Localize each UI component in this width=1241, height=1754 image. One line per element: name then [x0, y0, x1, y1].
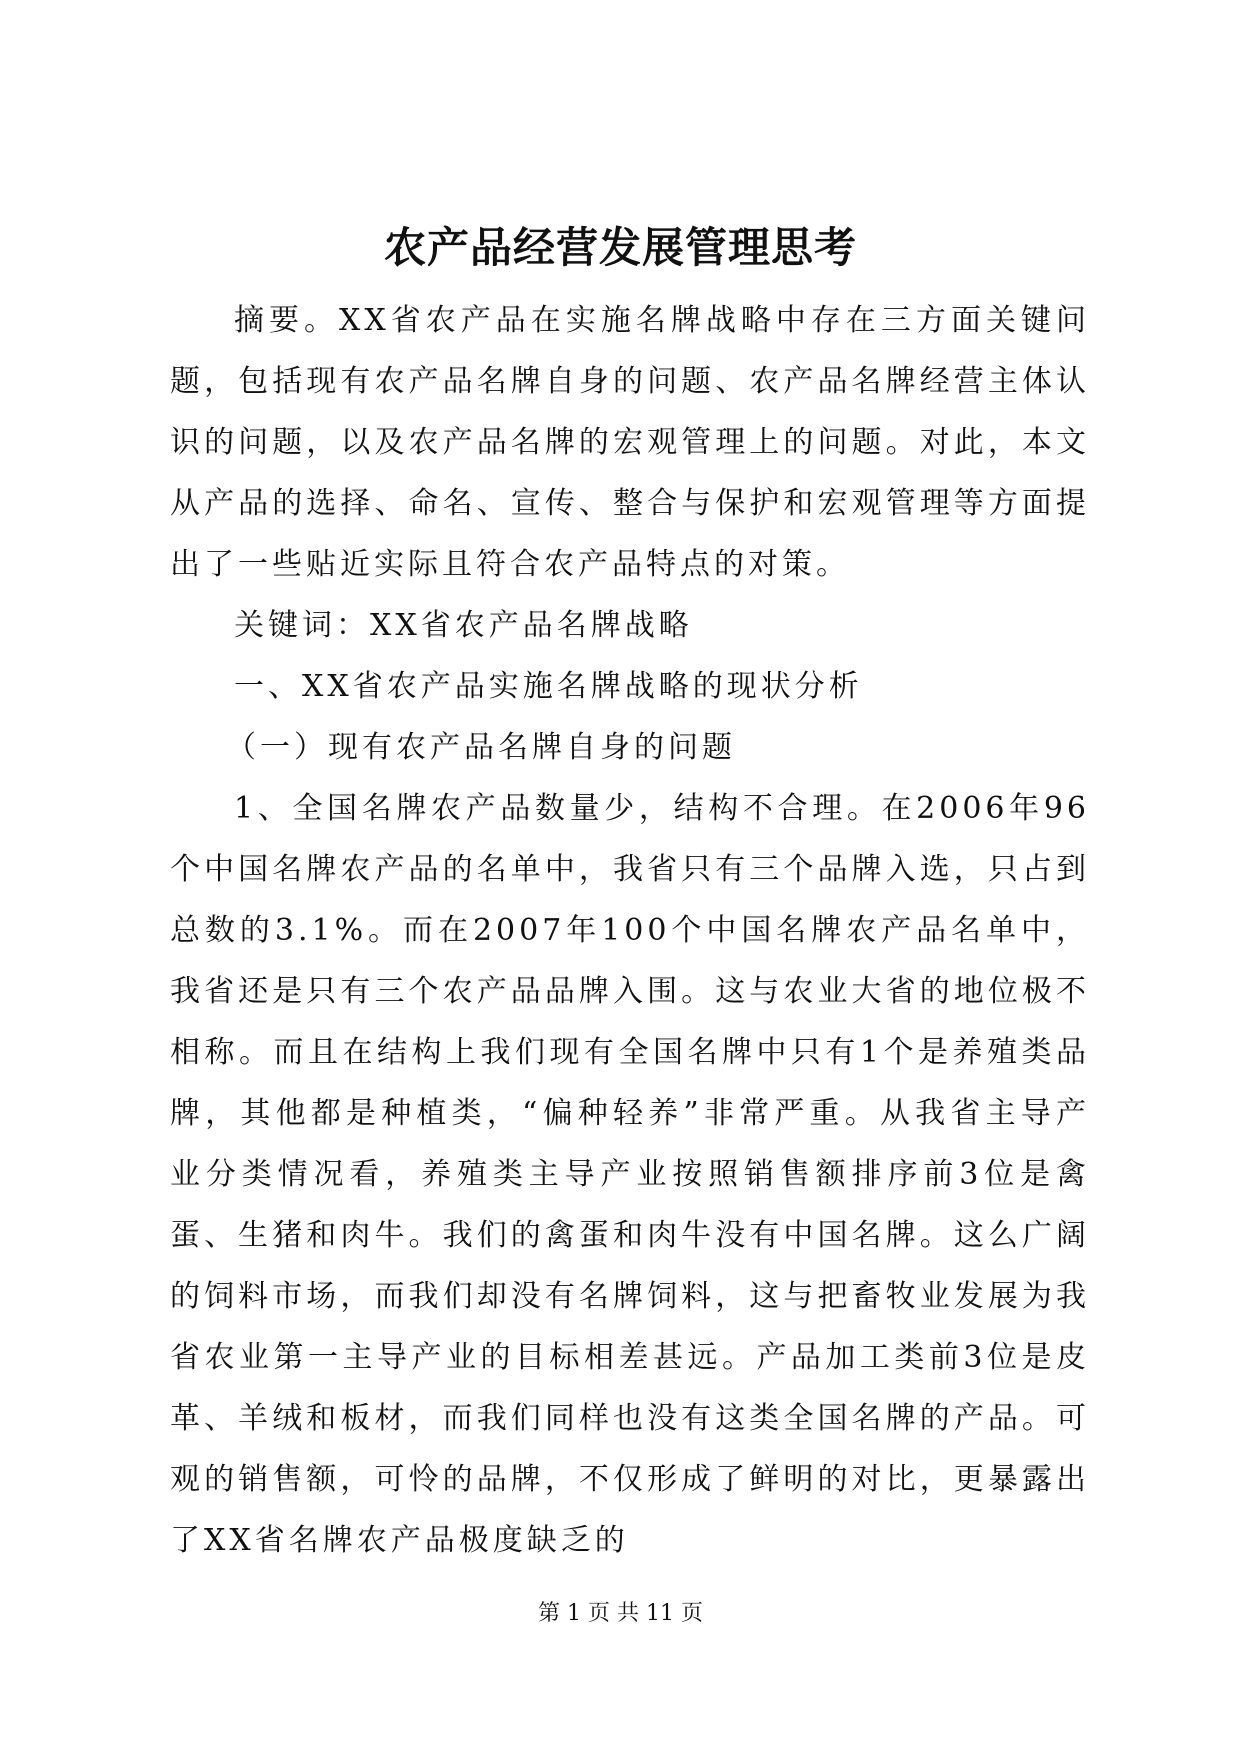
section-heading: 一、XX省农产品实施名牌战略的现状分析 — [234, 669, 863, 704]
keywords-line: 关键词：XX省农产品名牌战略 — [234, 608, 693, 643]
body-paragraph: 1、全国名牌农产品数量少，结构不合理。在2006年96个中国名牌农产品的名单中，我省只有三个品牌入选，只占到总数的3.1%。而在2007年100个中国名牌农产品名单中，我省还是只有三个农产品品牌入围。这与农业大省的地位极不相称。而且在结构上我们现有全国名牌中只有1个是养殖类品牌，其他都是种植类，“偏种轻养”非常严重。从我省主导产业分类情况看，养殖类主导产业按照销售额排序前3位是禽蛋、生猪和肉牛。我们的禽蛋和肉牛没有中国名牌。这么广阔的饲料市场，而我们却没有名牌饲料，这与把畜牧业发展为我省农业第一主导产业的目标相差甚远。产品加工类前3位是皮革、羊绒和板材，而我们同样也没有这类全国名牌的产品。可观的销售额，可怜的品牌，不仅形成了鲜明的对比，更暴露出了XX省名牌农产品极度缺乏的 — [170, 791, 1090, 1558]
page-number-footer: 第 1 页 共 11 页 — [538, 1601, 703, 1626]
document-body — [170, 290, 1090, 1571]
abstract-paragraph: 摘要。XX省农产品在实施名牌战略中存在三方面关键问题，包括现有农产品名牌自身的问题、农产品名牌经营主体认识的问题，以及农产品名牌的宏观管理上的问题。对此，本文从产品的选择、命名、宣传、整合与保护和宏观管理等方面提出了一些贴近实际且符合农产品特点的对策。 — [170, 303, 1090, 582]
document-title: 农产品经营发展管理思考 — [383, 223, 857, 272]
subsection-heading: （一）现有农产品名牌自身的问题 — [226, 730, 736, 765]
